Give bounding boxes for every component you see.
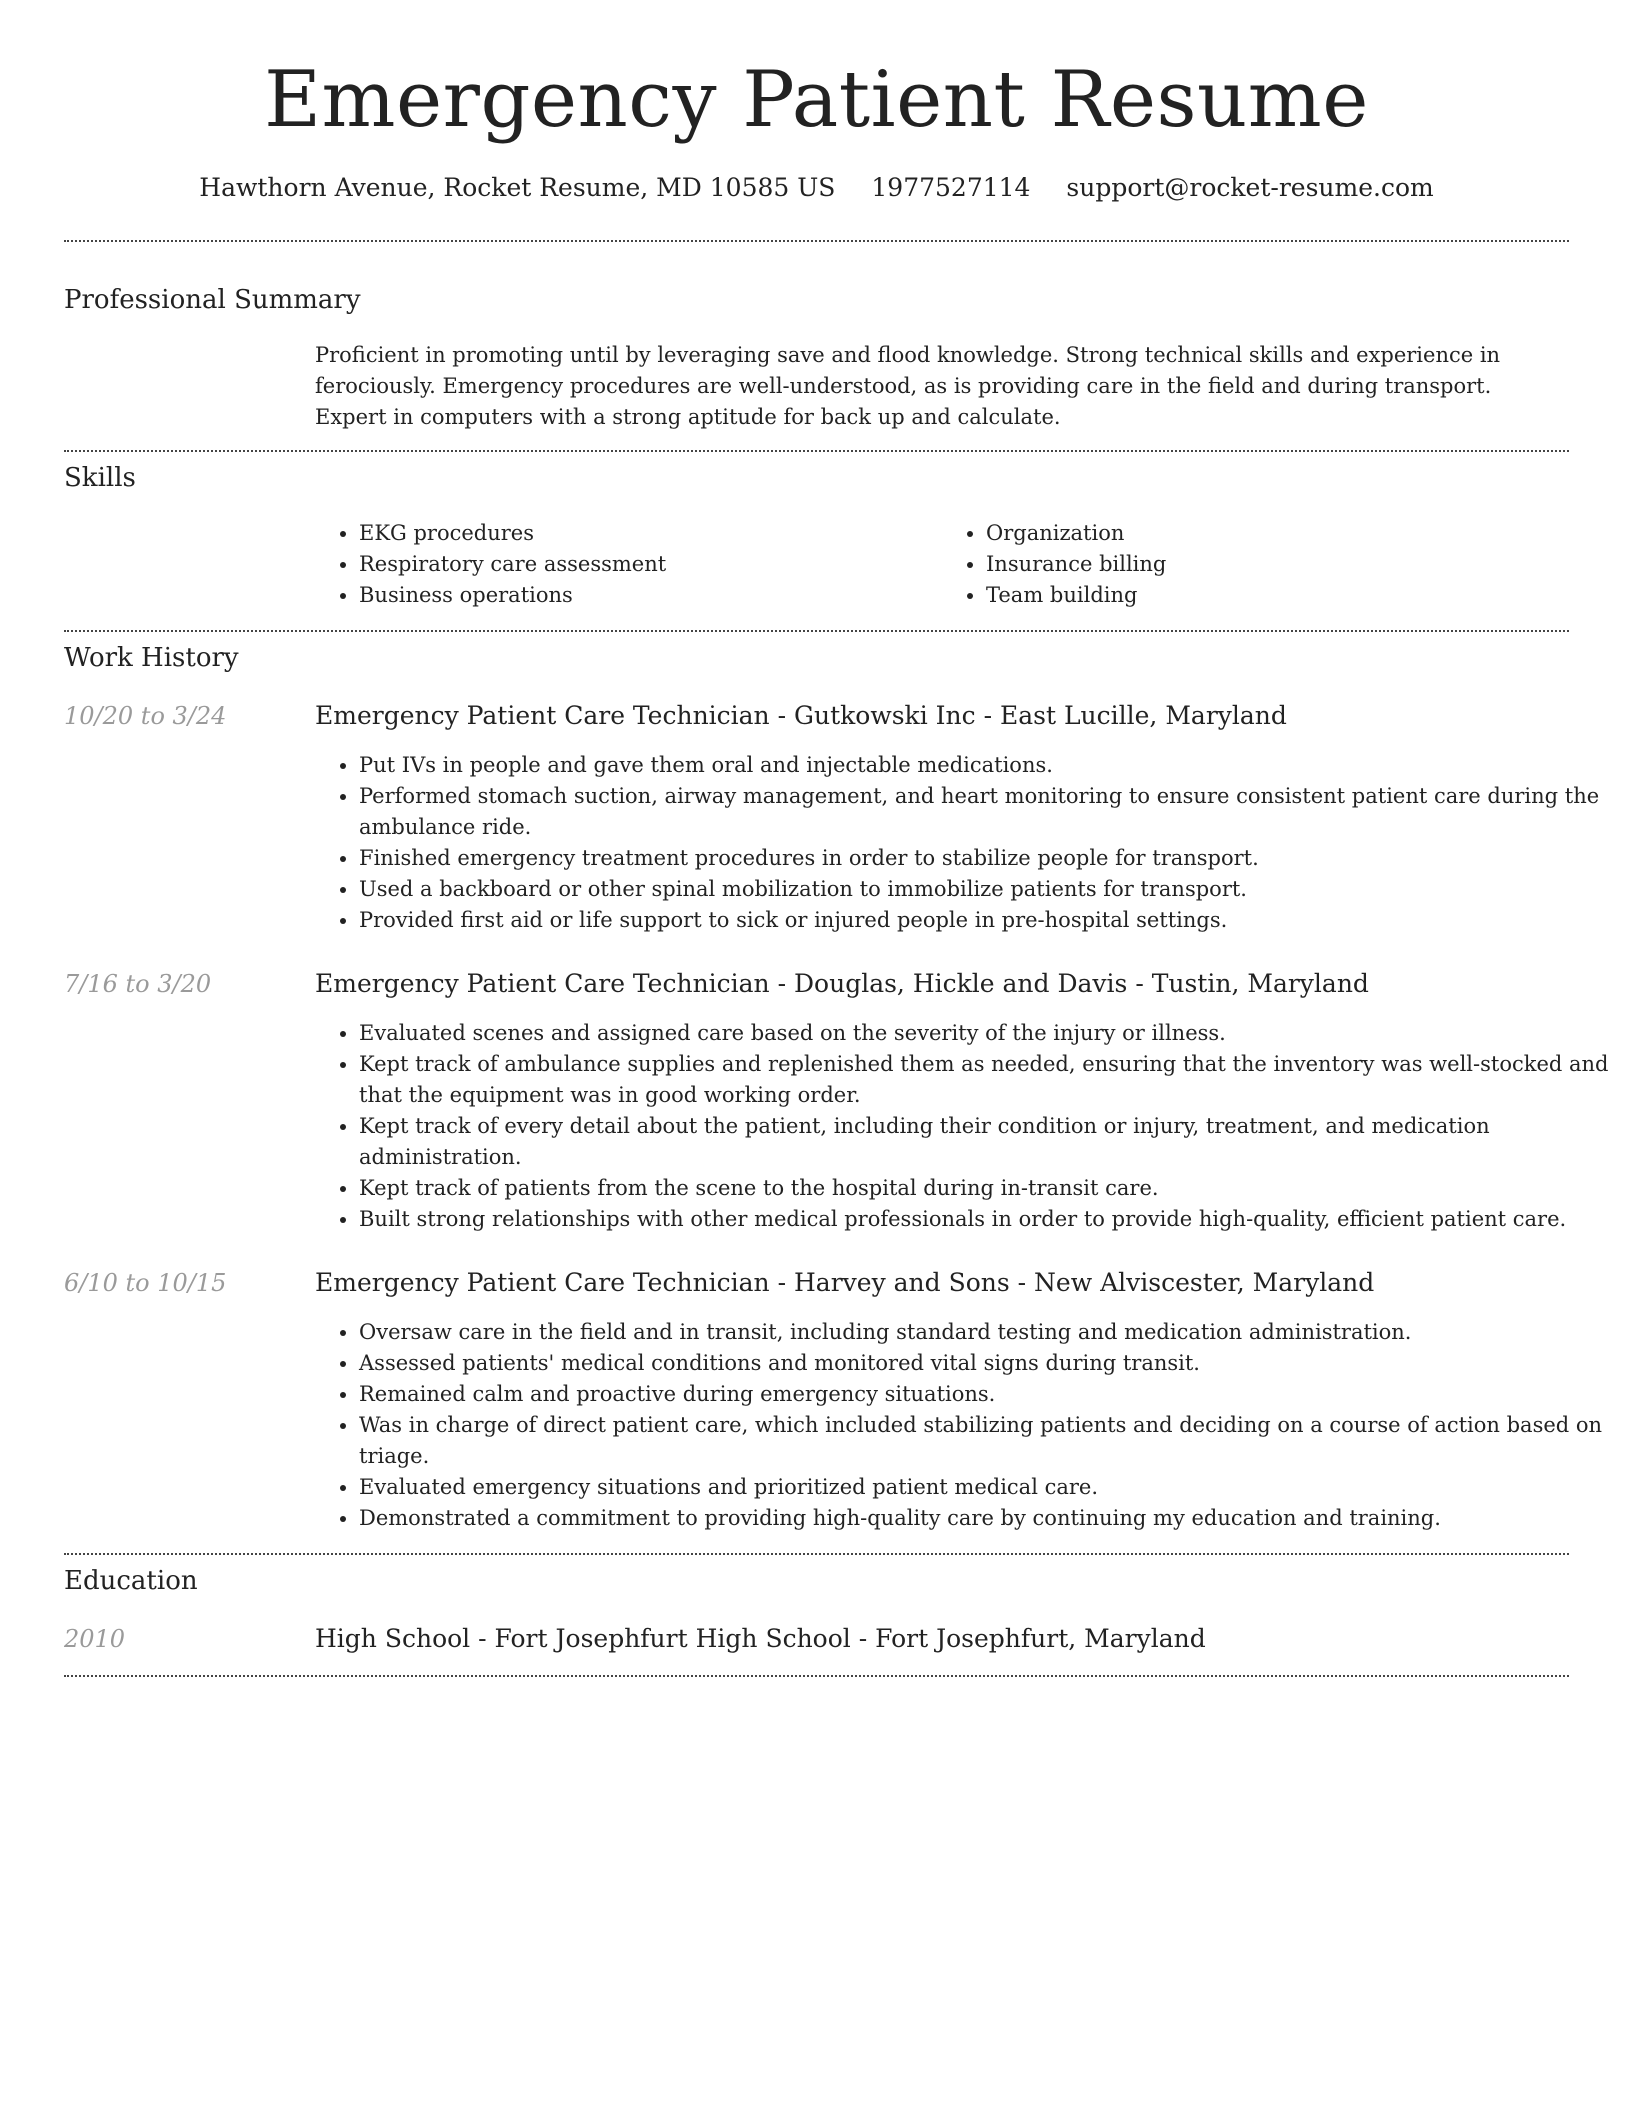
- job-title: Emergency Patient Care Technician - Harvey and Sons - New Alviscester, Maryland: [315, 1268, 1375, 1297]
- job-bullets: [315, 1317, 1613, 1534]
- skills-column-right: [942, 518, 1569, 611]
- education-date: 2010: [64, 1625, 126, 1653]
- contact-address: Hawthorn Avenue, Rocket Resume, MD 10585 US: [199, 173, 836, 202]
- skill-item: • EKG procedures: [359, 518, 942, 549]
- job-bullet: • Put IVs in people and gave them oral and injectable medications.: [359, 750, 1613, 781]
- job-bullet: • Kept track of every detail about the patient, including their condition or injury, treatment, and medication administration.: [359, 1111, 1613, 1173]
- job-bullet: • Remained calm and proactive during emergency situations.: [359, 1379, 1613, 1410]
- divider: [64, 630, 1569, 632]
- contact-phone: 1977527114: [871, 173, 1031, 202]
- job-bullet: • Provided first aid or life support to sick or injured people in pre-hospital settings.: [359, 905, 1613, 936]
- skill-item: • Organization: [986, 518, 1569, 549]
- job-bullet: • Was in charge of direct patient care, which included stabilizing patients and deciding on a course of action based on triage.: [359, 1410, 1613, 1472]
- job-dates: 6/10 to 10/15: [64, 1269, 227, 1297]
- skills-column-left: [315, 518, 942, 611]
- job-bullet: • Built strong relationships with other medical professionals in order to provide high-quality, efficient patient care.: [359, 1204, 1613, 1235]
- resume-title: Emergency Patient Resume: [264, 55, 1369, 145]
- education-title: High School - Fort Josephfurt High School - Fort Josephfurt, Maryland: [315, 1624, 1206, 1653]
- divider: [64, 1675, 1569, 1677]
- job-dates: 10/20 to 3/24: [64, 702, 227, 730]
- work-heading: Work History: [64, 643, 239, 673]
- job-bullet: • Assessed patients' medical conditions and monitored vital signs during transit.: [359, 1348, 1613, 1379]
- skills-list: [315, 518, 1569, 611]
- job-bullet: • Finished emergency treatment procedures in order to stabilize people for transport.: [359, 843, 1613, 874]
- skill-item: • Business operations: [359, 580, 942, 611]
- job-bullet: • Kept track of patients from the scene to the hospital during in-transit care.: [359, 1173, 1613, 1204]
- job-bullet: • Used a backboard or other spinal mobilization to immobilize patients for transport.: [359, 874, 1613, 905]
- summary-text: Proficient in promoting until by leveraging save and flood knowledge. Strong technical skills and experience in ferociously. Emergency procedures are well-understood, as is providing care in the field and during transport. Expert in computers with a strong aptitude for back up and calculate.: [315, 343, 1501, 429]
- skill-item: • Team building: [986, 580, 1569, 611]
- job-dates: 7/16 to 3/20: [64, 970, 212, 998]
- job-bullet: • Kept track of ambulance supplies and replenished them as needed, ensuring that the inventory was well-stocked and that the equipment was in good working order.: [359, 1049, 1613, 1111]
- job-bullet: • Evaluated scenes and assigned care based on the severity of the injury or illness.: [359, 1018, 1613, 1049]
- job-bullet: • Evaluated emergency situations and prioritized patient medical care.: [359, 1472, 1613, 1503]
- summary-heading: Professional Summary: [64, 285, 361, 315]
- job-bullet: • Oversaw care in the field and in transit, including standard testing and medication administration.: [359, 1317, 1613, 1348]
- job-bullet: • Performed stomach suction, airway management, and heart monitoring to ensure consistent patient care during the ambulance ride.: [359, 781, 1613, 843]
- skill-item: • Insurance billing: [986, 549, 1569, 580]
- contact-email: support@rocket-resume.com: [1066, 173, 1434, 202]
- skills-heading: Skills: [64, 463, 136, 493]
- divider: [64, 1553, 1569, 1555]
- skill-item: • Respiratory care assessment: [359, 549, 942, 580]
- education-heading: Education: [64, 1566, 198, 1596]
- job-bullets: [315, 1018, 1613, 1235]
- job-title: Emergency Patient Care Technician - Gutkowski Inc - East Lucille, Maryland: [315, 701, 1287, 730]
- divider: [64, 450, 1569, 452]
- divider: [64, 240, 1569, 242]
- job-bullets: [315, 750, 1613, 936]
- job-title: Emergency Patient Care Technician - Douglas, Hickle and Davis - Tustin, Maryland: [315, 969, 1369, 998]
- job-bullet: • Demonstrated a commitment to providing high-quality care by continuing my education and training.: [359, 1503, 1613, 1534]
- contact-line: [64, 170, 1569, 206]
